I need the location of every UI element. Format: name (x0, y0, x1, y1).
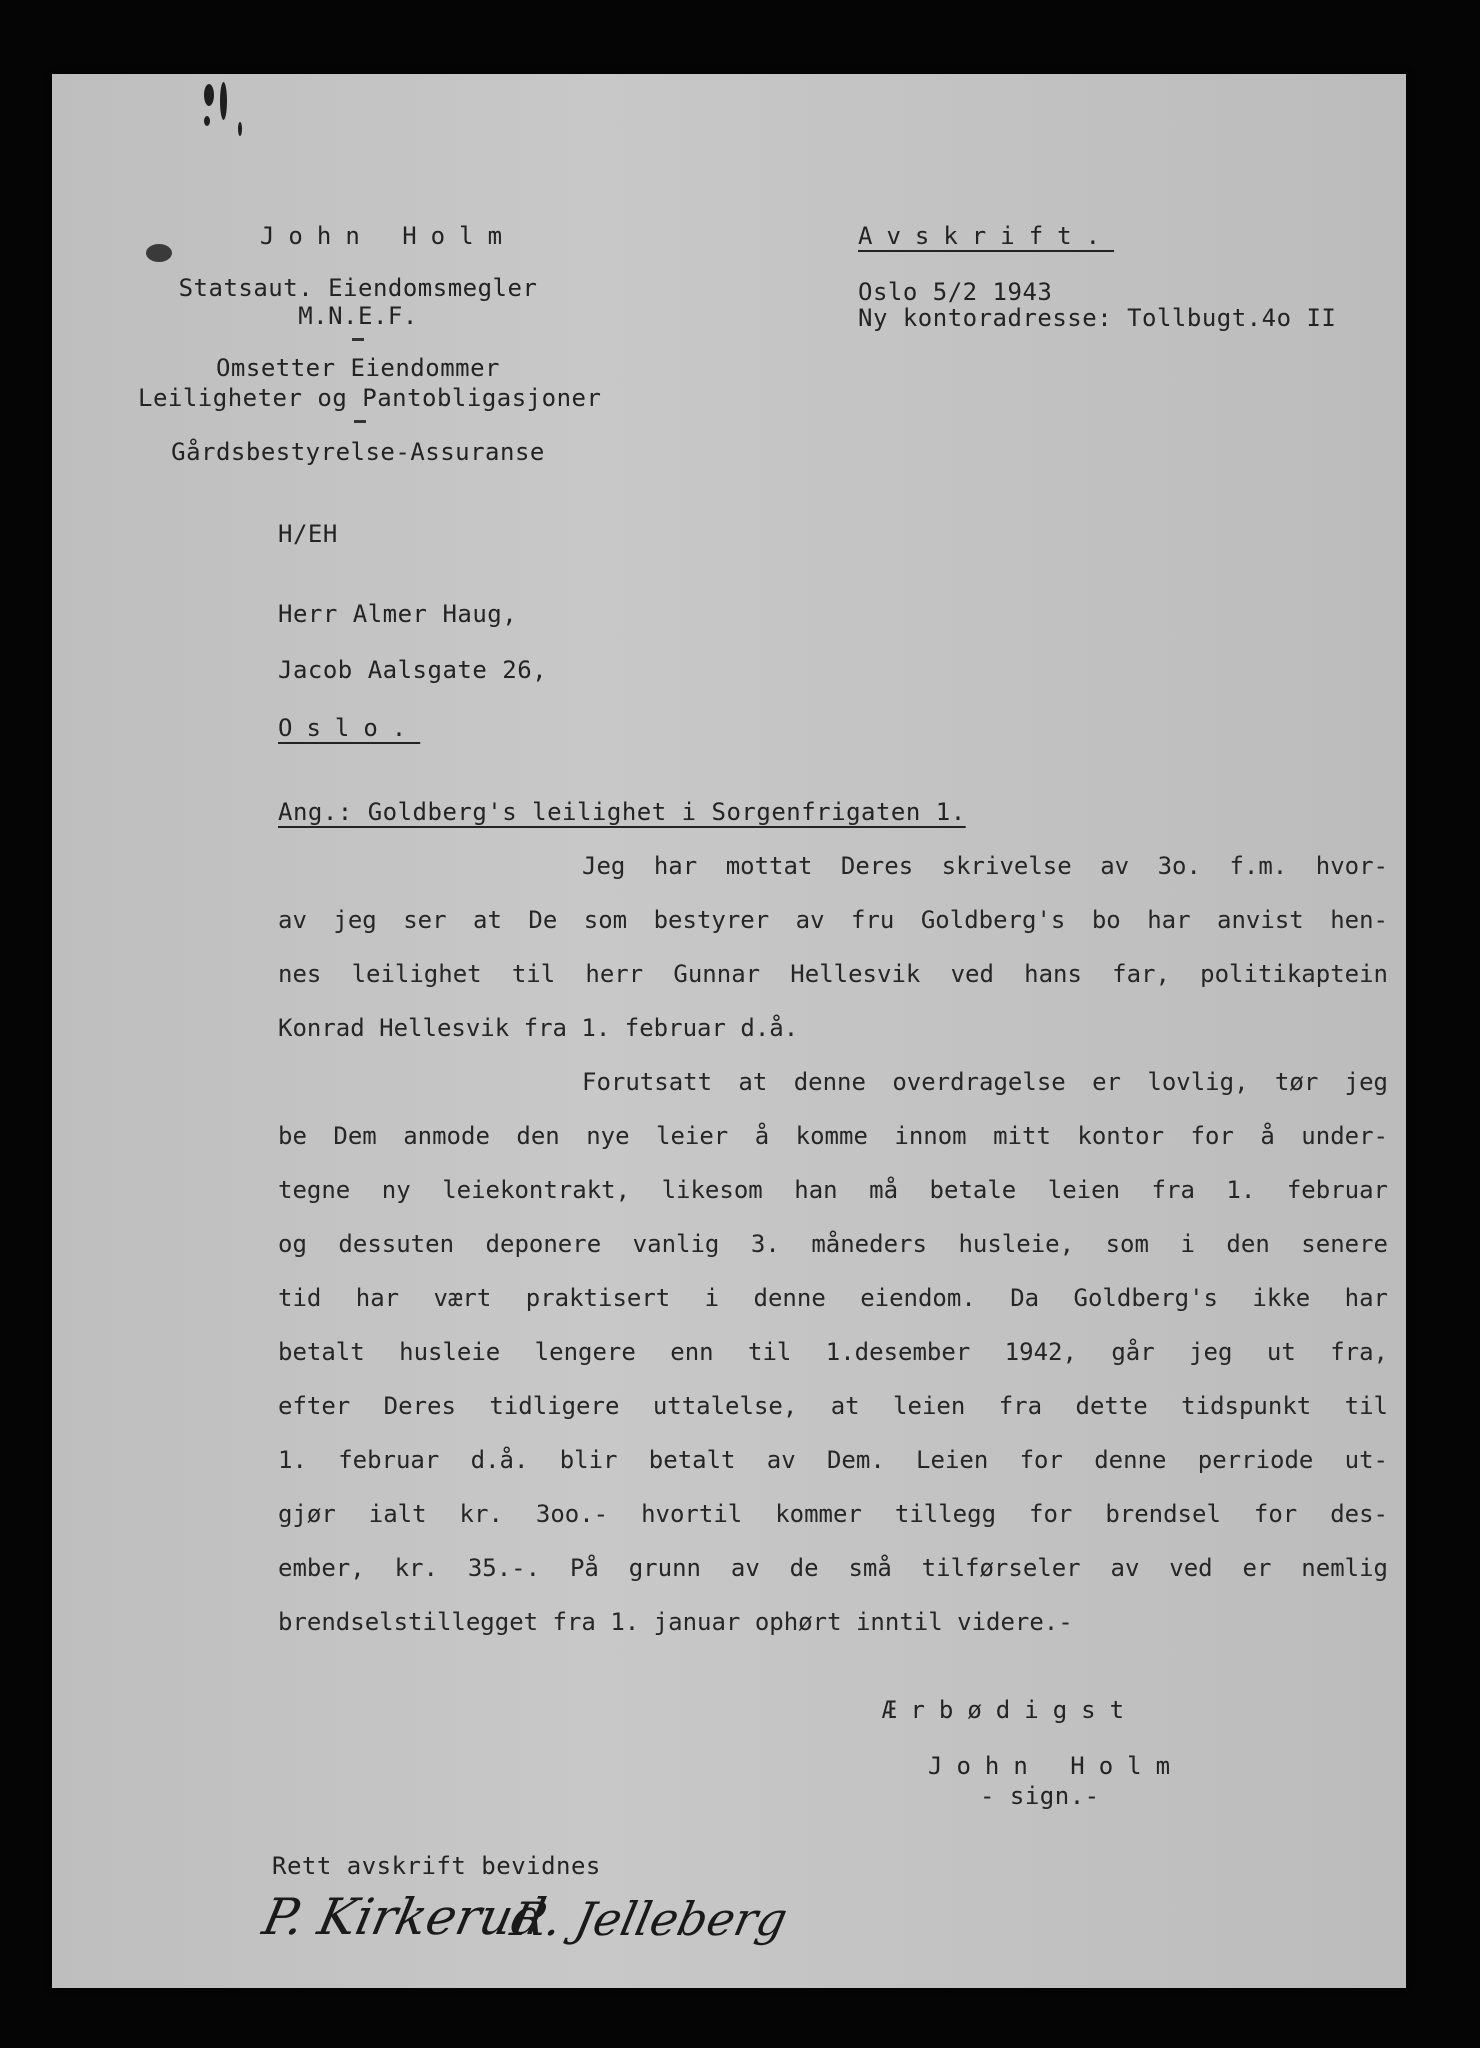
body-line: 1. februar d.å. blir betalt av Dem. Leien for denne perriode ut- (278, 1446, 1388, 1474)
body-line: nes leilighet til herr Gunnar Hellesvik ved hans far, politikaptein (278, 960, 1388, 988)
letterhead-title-line1: Statsaut. Eiendomsmegler (178, 274, 538, 302)
body-line: Jeg har mottat Deres skrivelse av 3o. f.m. hvor- (582, 852, 1388, 880)
body-line: Forutsatt at denne overdragelse er lovlig, tør jeg (582, 1068, 1388, 1096)
handwritten-signature: P. Kirkerud (257, 1888, 551, 1946)
closing-name: John Holm (928, 1752, 1185, 1780)
body-line: Konrad Hellesvik fra 1. februar d.å. (278, 1014, 799, 1042)
body-line: brendselstillegget fra 1. januar ophørt inntil videre.- (278, 1608, 1073, 1636)
handwritten-signature: R. Jelleberg (506, 1892, 793, 1946)
body-line: efter Deres tidligere uttalelse, at leien fra dette tidspunkt til (278, 1392, 1388, 1420)
recipient-street: Jacob Aalsgate 26, (278, 656, 548, 684)
letter-page (52, 74, 1406, 1988)
recipient-name: Herr Almer Haug, (278, 600, 518, 628)
ink-blot (204, 116, 210, 126)
letterhead-services-line1: Omsetter Eiendommer (215, 354, 501, 382)
closing-salutation: Ærbødigst (882, 1696, 1139, 1724)
office-address: Ny kontoradresse: Tollbugt.4o II (858, 304, 1337, 332)
body-line: tid har vært praktisert i denne eiendom. Da Goldberg's ikke har (278, 1284, 1388, 1312)
body-line: be Dem anmode den nye leier å komme innom mitt kontor for å under- (278, 1122, 1388, 1150)
letterhead-services-line2: Leiligheter og Pantobligasjoner (138, 384, 602, 412)
letterhead-services-line3: Gårdsbestyrelse-Assuranse (171, 438, 545, 466)
closing-sign: - sign.- (980, 1782, 1100, 1810)
letterhead-divider (354, 420, 366, 423)
letterhead-name: John Holm (259, 222, 517, 250)
body-line: og dessuten deponere vanlig 3. måneders husleie, som i den senere (278, 1230, 1388, 1258)
body-line: ember, kr. 35.-. På grunn av de små tilførseler av ved er nemlig (278, 1554, 1388, 1582)
ink-blot (146, 244, 172, 262)
ink-blot (204, 84, 214, 106)
ink-blot (220, 82, 227, 120)
letter-date: Oslo 5/2 1943 (858, 278, 1053, 306)
reference-code: H/EH (278, 520, 338, 548)
body-line: tegne ny leiekontrakt, likesom han må betale leien fra 1. februar (278, 1176, 1388, 1204)
letterhead-title-line2: M.N.E.F. (298, 302, 418, 330)
subject-line: Ang.: Goldberg's leilighet i Sorgenfrigaten 1. (278, 798, 966, 826)
letterhead-divider (352, 338, 364, 341)
body-line: av jeg ser at De som bestyrer av fru Goldberg's bo har anvist hen- (278, 906, 1388, 934)
body-line: gjør ialt kr. 3oo.- hvortil kommer tillegg for brendsel for des- (278, 1500, 1388, 1528)
certification-text: Rett avskrift bevidnes (272, 1852, 601, 1880)
document-heading: Avskrift. (858, 222, 1115, 250)
recipient-city: Oslo. (278, 714, 421, 742)
body-line: betalt husleie lengere enn til 1.desember 1942, går jeg ut fra, (278, 1338, 1388, 1366)
ink-blot (238, 122, 242, 136)
